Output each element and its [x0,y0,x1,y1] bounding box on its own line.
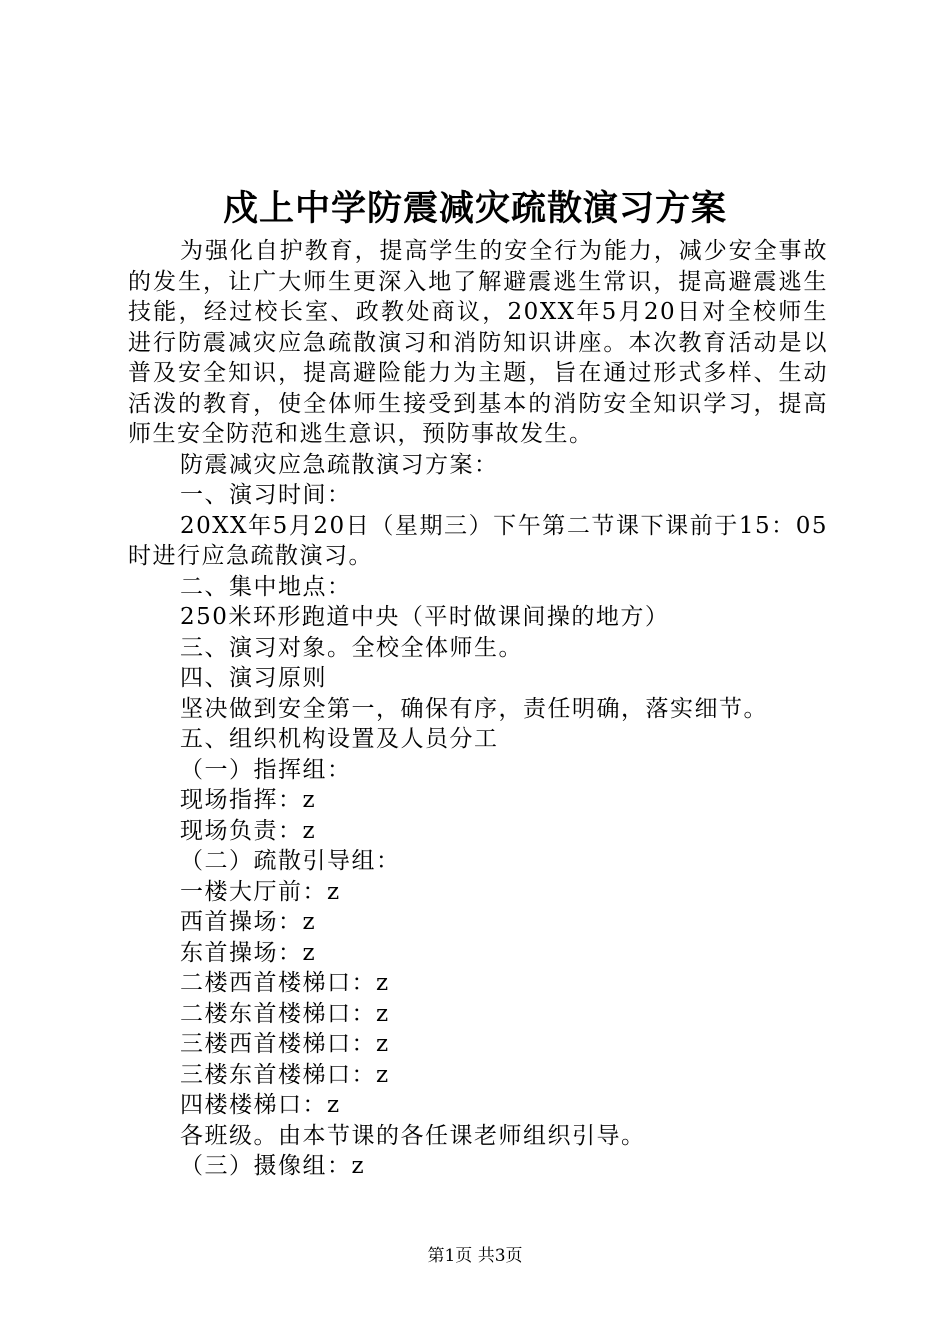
section-time-heading: 一、演习时间： [180,482,352,508]
camera-group-heading: （三）摄像组：z [180,1153,366,1179]
list-item: 西首操场：z [180,909,317,935]
list-item: 二楼东首楼梯口：z [180,1000,390,1027]
document-body [128,236,828,1182]
list-item: 现场负责：z [180,817,317,844]
document-title: 戍上中学防震减灾疏散演习方案 [222,188,727,229]
page-footer: 第1页 共3页 [427,1246,523,1266]
section-target-heading: 三、演习对象。全校全体师生。 [180,634,523,661]
section-time-text: 20XX年5月20日（星期三）下午第二节课下课前于15：05时进行应急疏散演习。 [128,512,828,569]
list-item: 四楼楼梯口：z [180,1092,341,1118]
list-item: 三楼东首楼梯口：z [180,1061,390,1088]
section-location-heading: 二、集中地点： [180,573,352,600]
list-item: 一楼大厅前：z [180,878,341,905]
list-item: 各班级。由本节课的各任课老师组织引导。 [180,1122,646,1149]
evacuation-group-heading: （二）疏散引导组： [180,848,401,874]
section-location-text: 250米环形跑道中央（平时做课间操的地方） [180,604,670,630]
section-principle-heading: 四、演习原则 [180,665,327,691]
list-item: 东首操场：z [180,939,317,966]
section-organization-heading: 五、组织机构设置及人员分工 [180,726,499,752]
list-item: 二楼西首楼梯口：z [180,970,390,996]
list-item: 三楼西首楼梯口：z [180,1031,390,1057]
section-principle-text: 坚决做到安全第一，确保有序，责任明确，落实细节。 [180,695,768,722]
command-group-heading: （一）指挥组： [180,756,352,783]
plan-heading: 防震减灾应急疏散演习方案： [180,451,499,478]
list-item: 现场指挥：z [180,787,317,813]
intro-paragraph: 为强化自护教育，提高学生的安全行为能力，减少安全事故的发生，让广大师生更深入地了解避震逃生常识，提高避震逃生技能，经过校长室、政教处商议，20XX年5月20日对全校师生进行防震减灾应急疏散演习和消防知识讲座。本次教育活动是以普及安全知识，提高避险能力为主题，旨在通过形式多样、生动活泼的教育，使全体师生接受到基本的消防安全知识学习，提高师生安全防范和逃生意识，预防事故发生。 [128,238,828,447]
